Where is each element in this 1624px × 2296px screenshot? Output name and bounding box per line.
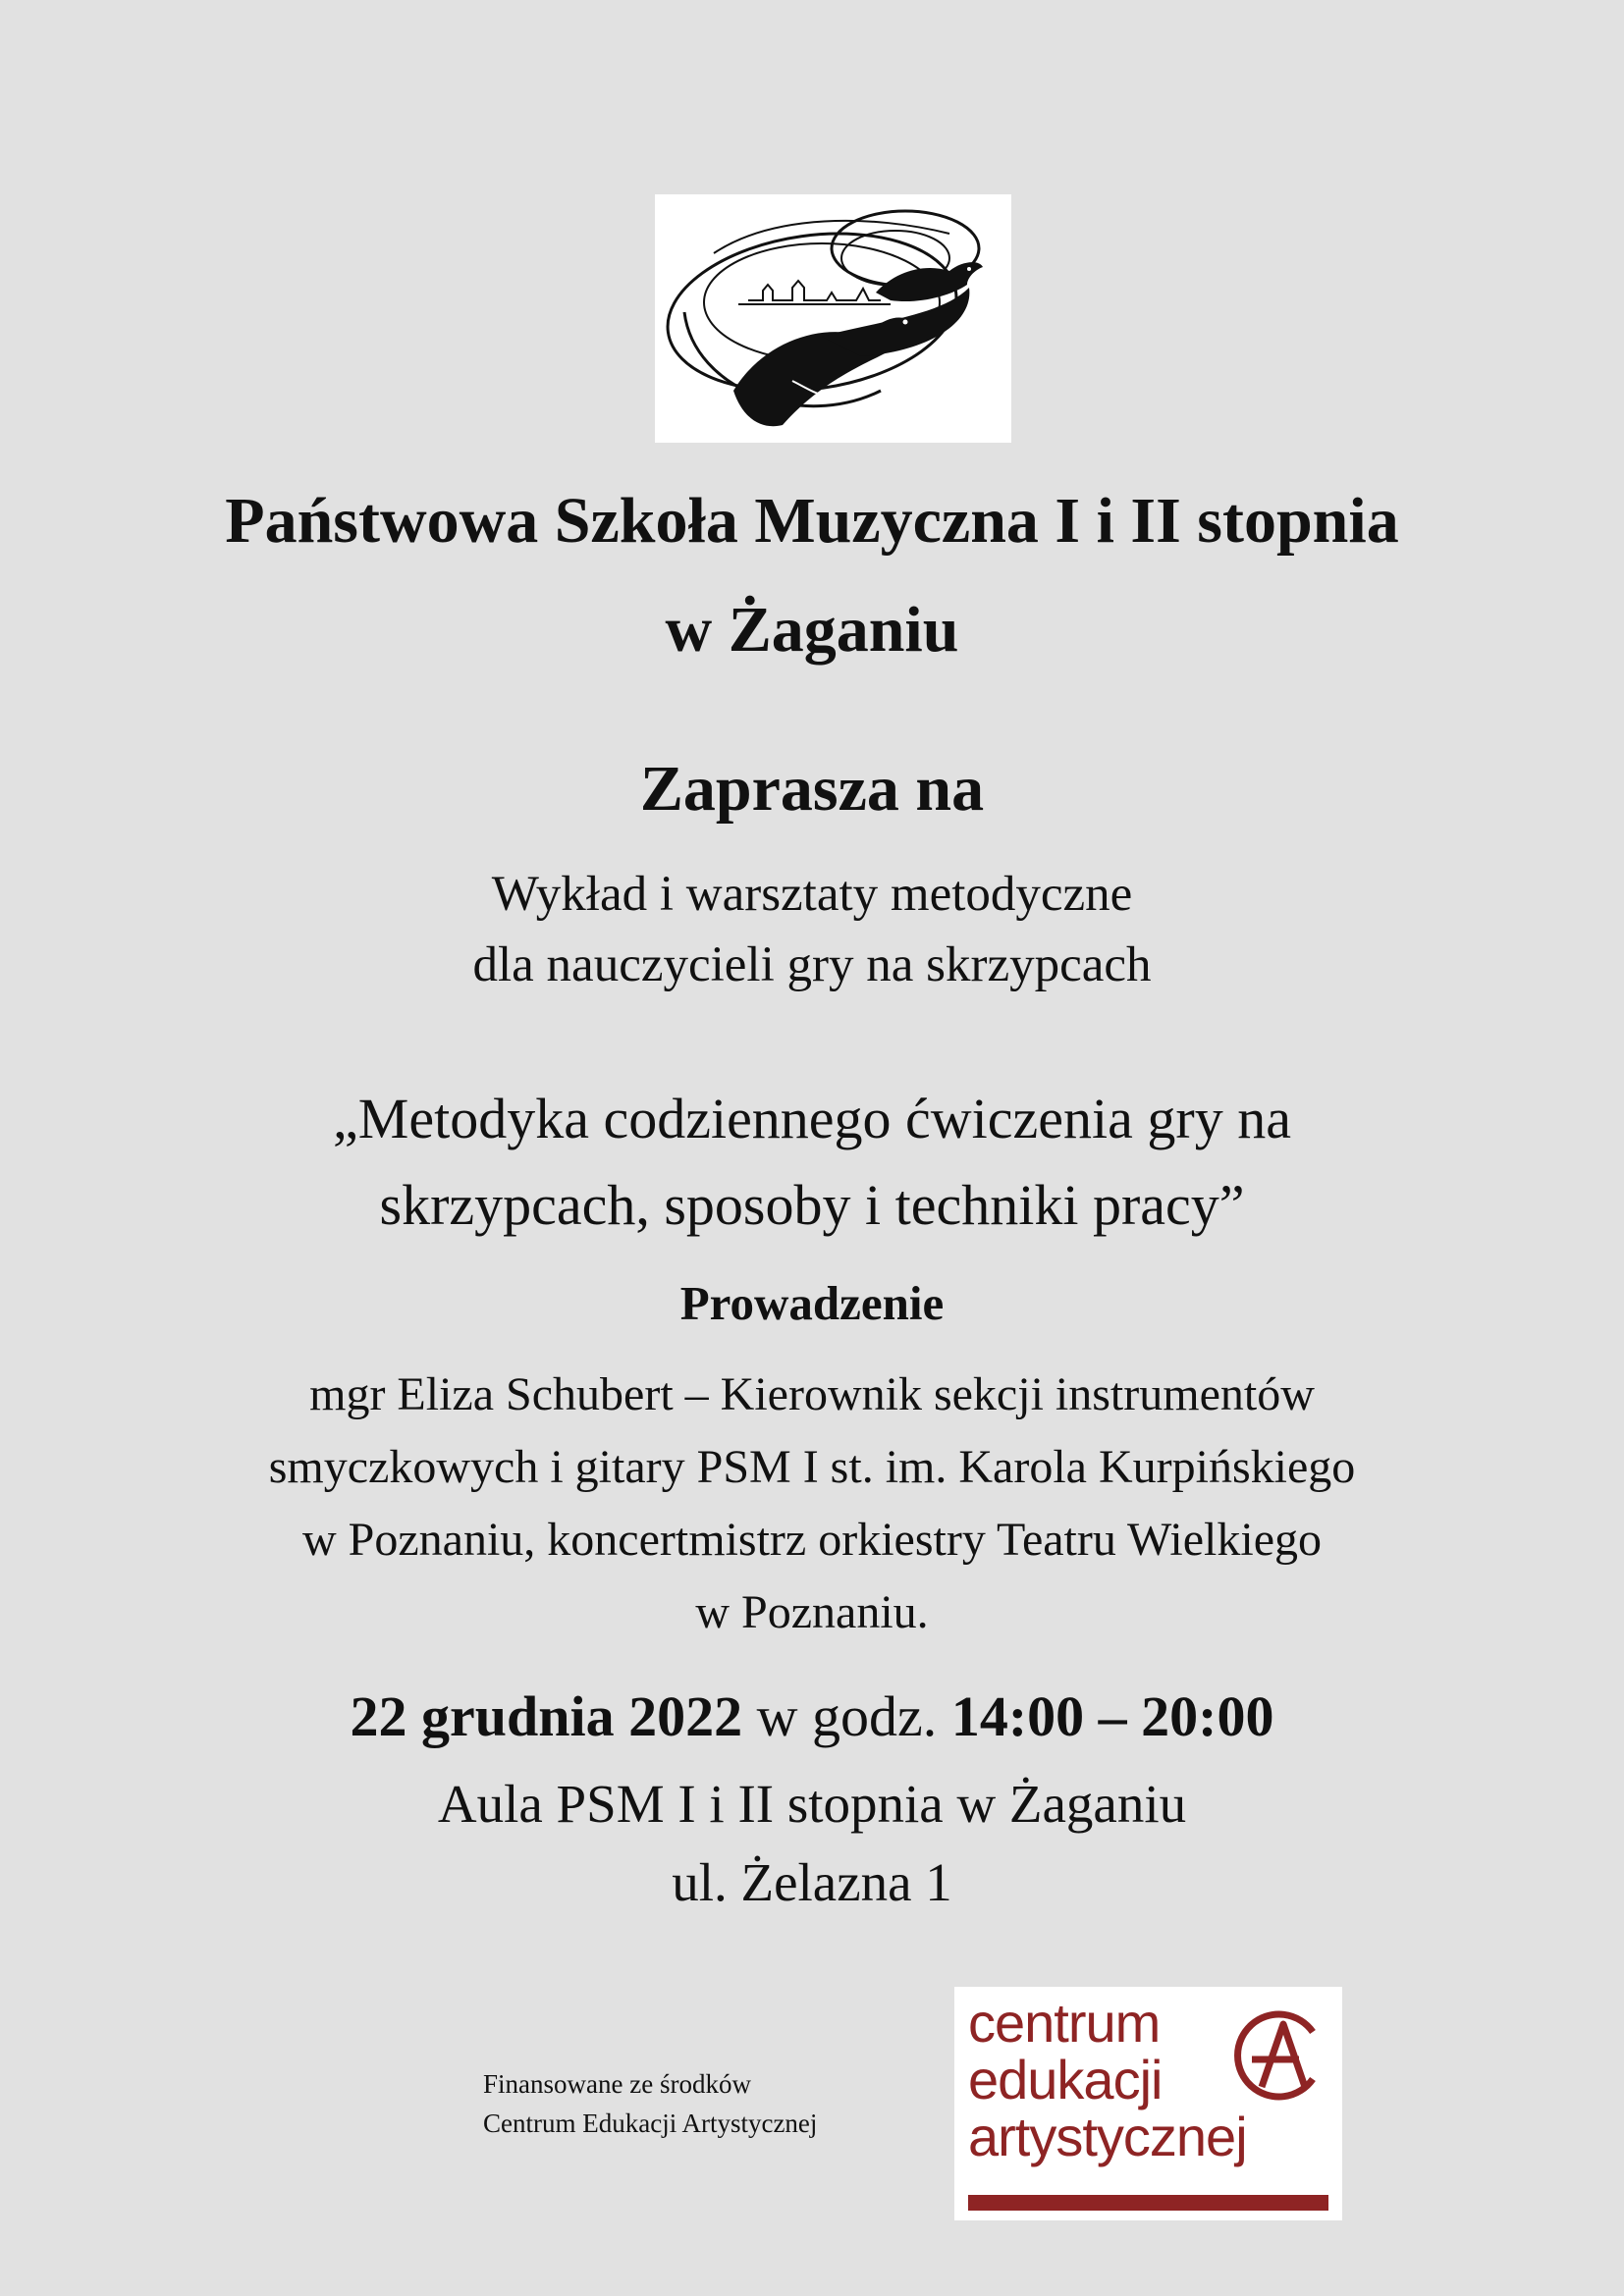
time-prefix: w godz. [756,1684,938,1748]
funding-note [483,2064,817,2143]
lead-description-line: smyczkowych i gitary PSM I st. im. Karola Kurpińskiego [268,1441,1356,1493]
lead-description [0,1359,1624,1649]
cea-monogram-icon [1222,2002,1328,2109]
cea-logo-line: centrum [968,1992,1161,2054]
invitation-heading: Zaprasza na [639,753,985,825]
event-date: 22 grudnia 2022 [350,1684,743,1748]
cea-logo [954,1987,1342,2220]
funding-line: Centrum Edukacji Artystycznej [483,2109,818,2138]
event-title-line: skrzypcach, sposoby i techniki pracy” [379,1173,1245,1237]
lead-description-line: w Poznaniu, koncertmistrz orkiestry Teatru Wielkiego [302,1514,1322,1566]
event-title [0,1076,1624,1249]
venue-line: ul. Żelazna 1 [672,1852,952,1912]
event-type [0,859,1624,1000]
cea-logo-line: edukacji [968,2049,1163,2110]
lead-description-line: mgr Eliza Schubert – Kierownik sekcji instrumentów [309,1368,1315,1420]
cea-logo-bar [968,2195,1328,2211]
school-logo [655,194,1011,443]
event-venue [0,1765,1624,1922]
event-datetime [0,1681,1624,1753]
event-type-line: Wykład i warsztaty metodyczne [491,867,1133,922]
event-type-line: dla nauczycieli gry na skrzypcach [472,937,1152,992]
school-location: w Żaganiu [665,594,959,666]
venue-line: Aula PSM I i II stopnia w Żaganiu [437,1774,1187,1834]
cea-logo-line: artystycznej [968,2106,1247,2167]
event-title-line: „Metodyka codziennego ćwiczenia gry na [333,1087,1291,1150]
school-name: Państwowa Szkoła Muzyczna I i II stopnia [225,485,1399,557]
birds-emblem-icon [655,194,1011,443]
lead-description-line: w Poznaniu. [695,1586,929,1638]
cea-logo-text [968,1992,1247,2167]
lead-heading: Prowadzenie [679,1276,945,1330]
event-time: 14:00 – 20:00 [950,1684,1274,1748]
funding-line: Finansowane ze środków [483,2069,751,2099]
